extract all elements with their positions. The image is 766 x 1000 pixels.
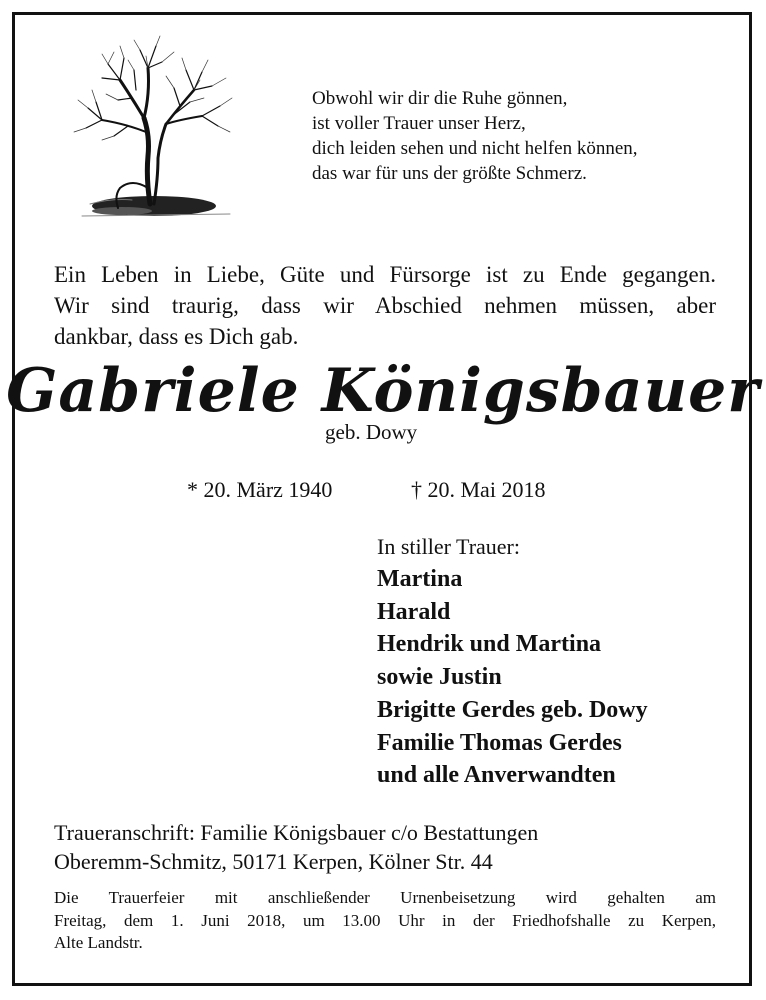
intro-text [54, 259, 716, 352]
intro-line: Ein Leben in Liebe, Güte und Fürsorge ist zu Ende gegangen. [54, 262, 716, 287]
mourner-name: und alle Anverwandten [377, 762, 616, 789]
poem-line: das war für uns der größte Schmerz. [312, 163, 587, 184]
poem-line: ist voller Trauer unser Herz, [312, 113, 526, 134]
intro-line: dankbar, dass es Dich gab. [54, 324, 299, 349]
mourner-name: Harald [377, 598, 451, 625]
birth-date: * 20. März 1940 [187, 477, 333, 502]
ceremony-line: Die Trauerfeier mit anschließender Urnenbeisetzung wird gehalten am [54, 888, 716, 907]
bare-tree-icon [62, 28, 242, 228]
mourner-name: Hendrik und Martina [377, 631, 602, 658]
mourners-list [377, 563, 648, 792]
mourners-heading: In stiller Trauer: [377, 534, 520, 559]
poem-line: dich leiden sehen und nicht helfen können, [312, 138, 638, 159]
mourner-name: Martina [377, 566, 463, 592]
ceremony-line: Alte Landstr. [54, 933, 143, 952]
address-line: Traueranschrift: Familie Königsbauer c/o Bestattungen [54, 820, 539, 845]
mourning-address [54, 818, 538, 876]
ceremony-info [54, 887, 716, 955]
address-line: Oberemm-Schmitz, 50171 Kerpen, Kölner Str. 44 [54, 849, 493, 874]
maiden-name: geb. Dowy [325, 420, 418, 444]
poem [312, 86, 638, 186]
mourner-name: sowie Justin [377, 664, 502, 691]
mourner-name: Familie Thomas Gerdes [377, 729, 622, 756]
death-date: † 20. Mai 2018 [411, 477, 546, 502]
deceased-name: Gabriele Königsbauer [6, 356, 760, 426]
mourner-name: Brigitte Gerdes geb. Dowy [377, 696, 648, 723]
intro-line: Wir sind traurig, dass wir Abschied nehmen müssen, aber [54, 293, 716, 318]
poem-line: Obwohl wir dir die Ruhe gönnen, [312, 88, 568, 109]
ceremony-line: Freitag, dem 1. Juni 2018, um 13.00 Uhr in der Friedhofshalle zu Kerpen, [54, 910, 716, 930]
